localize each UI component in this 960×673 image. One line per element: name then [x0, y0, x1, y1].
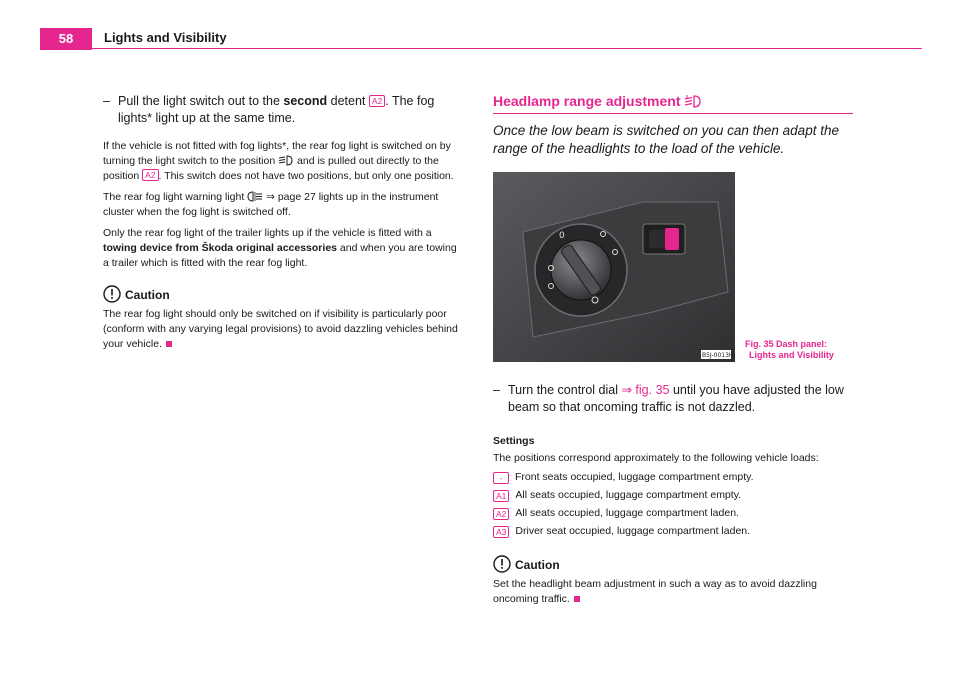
svg-text:0: 0 — [559, 231, 565, 241]
settings-title: Settings — [493, 435, 535, 447]
figure-code: B5J-0013H — [702, 352, 734, 359]
figure-link[interactable]: ⇒ fig. 35 — [621, 383, 670, 397]
caution-heading — [493, 555, 863, 573]
section-intro: Once the low beam is switched on you can then adapt the range of the headlights to the load of the vehicle. — [493, 123, 839, 156]
paragraph-warning-light: The rear fog light warning light ⇒ page 27 lights up in the instrument cluster when the fog light is switched off. — [103, 191, 439, 218]
caution-icon — [493, 555, 511, 573]
list-item: A1 All seats occupied, luggage compartment empty. — [493, 488, 863, 503]
paragraph-fog-light: If the vehicle is not fitted with fog lights*, the rear fog light is switched on by turning the light switch to the position and is pulled out directly to the position A2 . This switch does not have two positions, but only one position. — [103, 140, 454, 182]
low-beam-icon — [278, 155, 294, 166]
position-badge: A2 — [493, 508, 509, 520]
section-end-marker — [166, 341, 172, 347]
running-header-title: Lights and Visibility — [104, 30, 227, 45]
list-item: A3 Driver seat occupied, luggage compartment laden. — [493, 524, 863, 539]
right-column — [493, 382, 863, 613]
position-badge: A3 — [493, 526, 509, 538]
list-item: A2 All seats occupied, luggage compartment laden. — [493, 506, 863, 521]
left-column — [103, 93, 463, 358]
step-dash: – — [493, 383, 500, 397]
section-heading-rule — [493, 113, 853, 114]
list-item: - Front seats occupied, luggage compartment empty. — [493, 470, 863, 485]
caution-text: Set the headlight beam adjustment in such a way as to avoid dazzling oncoming traffic. — [493, 578, 817, 605]
light-switch-illustration — [493, 172, 735, 362]
page-number: 58 — [40, 28, 92, 50]
figure-caption: Fig. 35 Dash panel: Lights and Visibility — [745, 339, 834, 360]
caution-title: Caution — [125, 288, 170, 302]
page-reference-arrow: ⇒ — [266, 191, 275, 203]
position-badge: A1 — [493, 490, 509, 502]
section-end-marker — [574, 596, 580, 602]
step-text: Turn the control dial ⇒ fig. 35 until you have adjusted the low beam so that oncoming traffic is not dazzled. — [508, 383, 844, 414]
instruction-step — [103, 93, 463, 127]
instruction-step — [493, 382, 863, 416]
section-heading: Headlamp range adjustment — [493, 93, 853, 109]
caution-icon — [103, 285, 121, 303]
dash-panel-figure — [493, 172, 735, 362]
settings-intro: The positions correspond approximately to the following vehicle loads: — [493, 452, 819, 464]
position-badge: A2 — [369, 95, 385, 107]
paragraph-trailer: Only the rear fog light of the trailer lights up if the vehicle is fitted with a towing device from Škoda original accessories and when you are towing a trailer which is fitted with the rear fog light. — [103, 227, 457, 269]
caution-title: Caution — [515, 558, 560, 572]
position-badge: A2 — [142, 169, 158, 181]
caution-heading — [103, 285, 463, 303]
headlamp-range-icon — [684, 95, 702, 108]
header-rule — [40, 48, 922, 49]
step-dash: – — [103, 94, 110, 108]
position-badge: - — [493, 472, 509, 484]
caution-text: The rear fog light should only be switched on if visibility is particularly poor (conform with any varying legal provisions) to avoid dazzling vehicles behind your vehicle. — [103, 308, 458, 350]
rear-fog-light-icon — [247, 191, 263, 202]
step-text: Pull the light switch out to the second detent A2 . The fog lights* light up at the same time. — [118, 94, 435, 125]
